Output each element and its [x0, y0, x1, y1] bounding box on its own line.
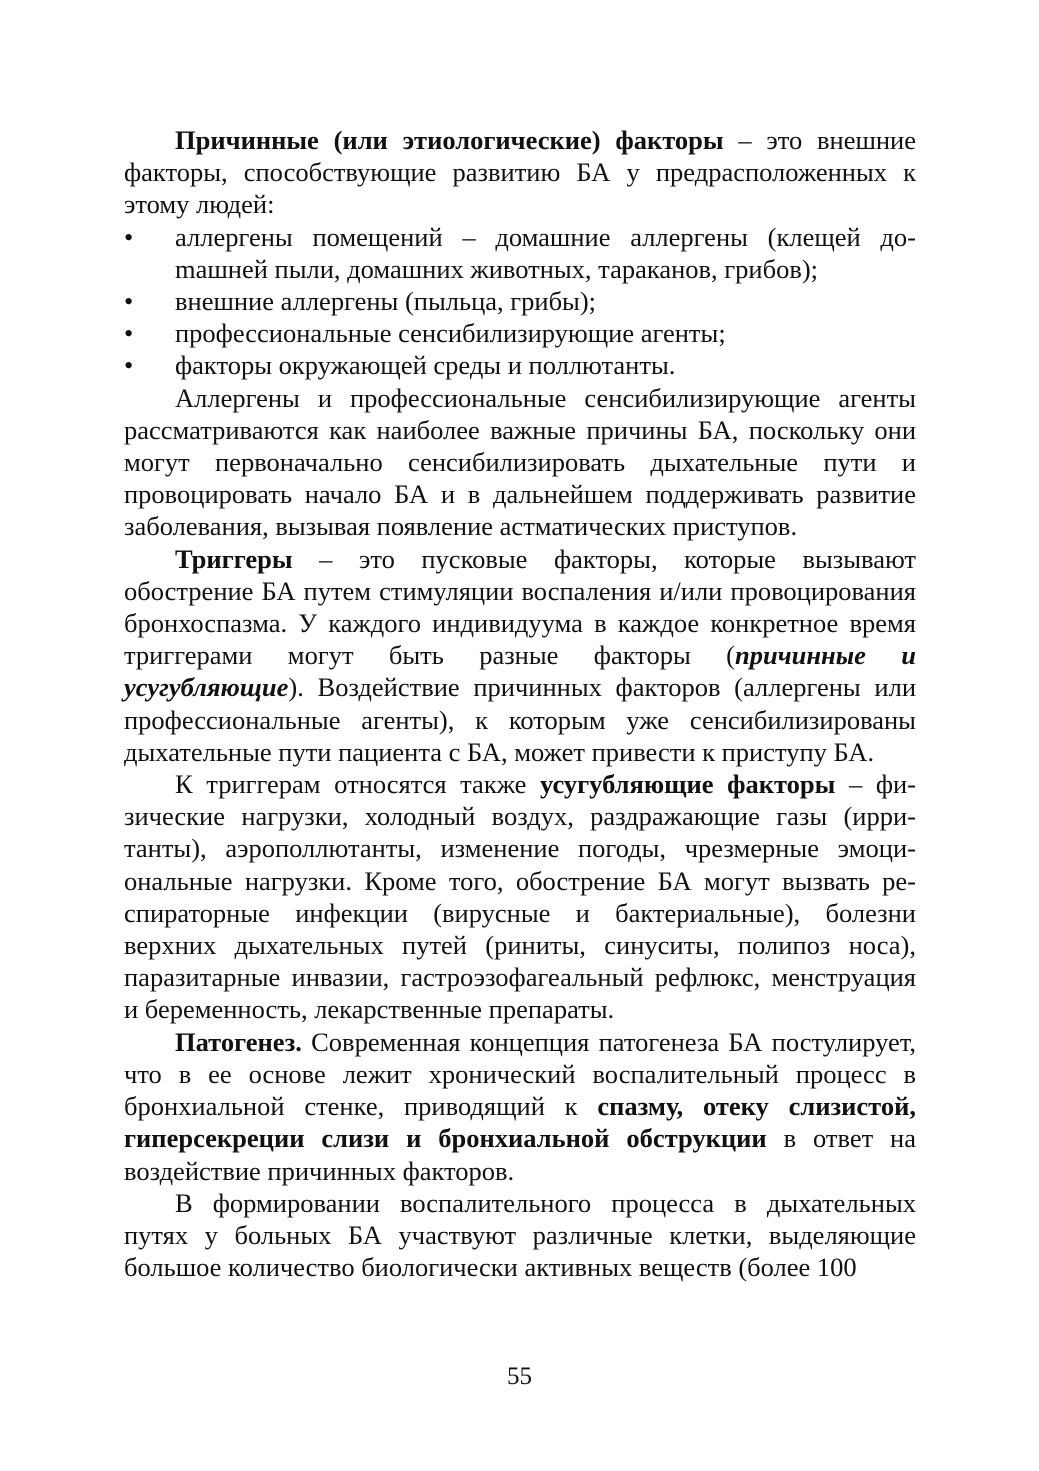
list-item-text: внешние аллергены (пыльца, грибы);	[175, 286, 597, 317]
term-pathogenesis: Патогенез.	[175, 1026, 302, 1057]
paragraph-inflammation: В формировании воспалительного процесса в дыхательных путях у больных БА участвуют различные клетки, выделяющие большое количество биологически активных веществ (более 100	[124, 1187, 916, 1283]
list-item-text: профессиональные сенсибилизирующие агенты;	[175, 318, 726, 349]
bullet-marker: •	[124, 350, 134, 381]
bullet-marker: •	[124, 286, 134, 317]
paragraph-text: – это внешние факторы, способствующие развитию БА у предрасположенных к этому людей:	[124, 125, 916, 220]
factor-list	[124, 221, 916, 382]
list-item-text: аллергены помещений – домашние аллергены (клещей доmашней пыли, домашних животных, тараканов, грибов);	[175, 221, 916, 284]
term-etiological-factors: Причинные (или этиологические) факторы	[175, 125, 724, 155]
paragraph-text: в ответ на воздействие причинных факторов.	[124, 1123, 917, 1186]
paragraph-text: К триггерам относятся также	[175, 769, 541, 800]
page-body	[124, 124, 916, 1283]
bullet-marker: •	[124, 318, 134, 349]
paragraph-triggers	[124, 543, 916, 768]
paragraph-allergens: Аллергены и профессиональные сенсибилизирующие агенты рассматриваются как наиболее важные причины БА, поскольку они могут первоначально сенсибилизировать дыхательные пути и провоцировать начало БА и в дальнейшем поддерживать развитие заболевания, вызывая появление астматических приступов.	[124, 382, 916, 542]
list-item	[124, 317, 916, 349]
paragraph-pathogenesis	[124, 1026, 916, 1187]
paragraph-text: Современная концепция патогенеза БА постулирует, что в ее основе лежит хронический воспалительный процесс в бронхиальной стенке, приводящий к	[124, 1026, 916, 1122]
list-item	[124, 349, 916, 381]
term-triggers: Триггеры	[175, 543, 293, 574]
paragraph-aggravating-factors	[124, 768, 916, 1026]
emphasis-causal-aggravating: причинные и усугубляющие	[124, 640, 917, 703]
term-aggravating-factors: усугубляющие факторы	[540, 769, 836, 800]
page-number: 55	[507, 1363, 532, 1390]
term-bronchial-obstruction: спазму, отеку слизистой, гиперсекреции слизи и бронхиальной обструкции	[124, 1091, 916, 1154]
paragraph-text: – это пусковые факторы, которые вызывают обострение БА путем стимуляции воспаления и/или провоцирования бронхоспазма. У каждого индивидуума в каждое конкретное время триггерами могут быть разные факторы (	[124, 543, 916, 671]
list-item	[124, 285, 916, 317]
paragraph-etiological-factors	[124, 124, 916, 221]
paragraph-text: ). Воздействие причинных факторов (аллергены или профессиональные агенты), к которым уже сенсибилизированы дыхательные пути пациента с БА, может привести к приступу БА.	[124, 672, 916, 767]
list-item	[124, 221, 916, 285]
paragraph-text: – физические нагрузки, холодный воздух, раздражающие газы (ирританты), аэрополлютанты, изменение погоды, чрезмерные эмоциональные нагрузки. Кроме того, обострение БА могут вызвать респираторные инфекции (вирусные и бактериальные), болезни верхних дыхательных путей (риниты, синуситы, полипоз носа), паразитарные инвазии, гастроэзофагеальный рефлюкс, менструация и беременность, лекарственные препараты.	[124, 769, 916, 1025]
list-item-text: факторы окружающей среды и поллютанты.	[175, 350, 676, 381]
bullet-marker: •	[124, 221, 134, 252]
